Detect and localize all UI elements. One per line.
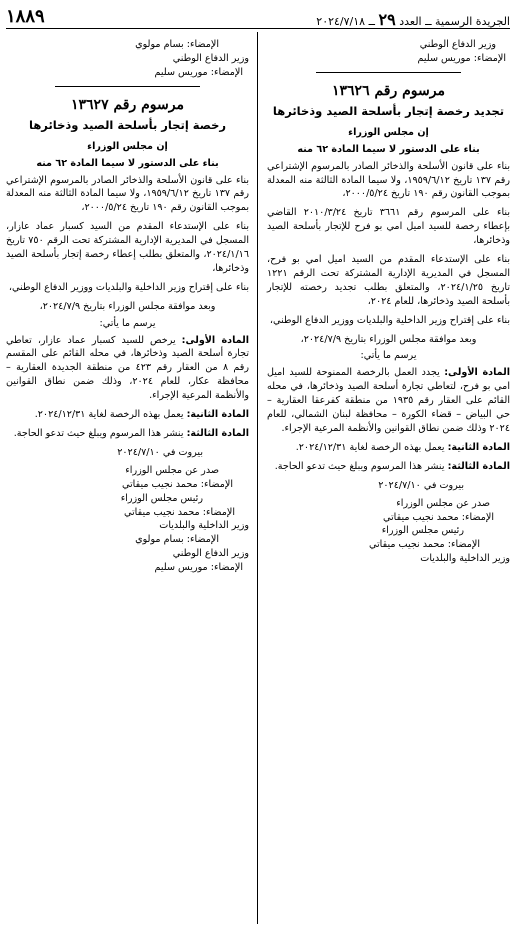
signature: الإمضاء: محمد نجيب ميقاتي [369, 539, 480, 551]
paragraph: بناء على الإستدعاء المقدم من السيد كسبار عماد عازار، المسجل في المديرية الإدارية المشتركة تحت الرقم ٧٥٠ تاريخ ٢٠٢٤/١/١٦، والمتعلق بطلب إعطاء رخصة إتجار بأسلحة الصيد وذخائرها، [6, 221, 250, 274]
right-column [267, 32, 510, 566]
signature: الإمضاء: موريس سليم [154, 66, 243, 78]
paragraph: بناء على المرسوم رقم ٣٦٦١ تاريخ ٢٠١٠/٣/٢٤ القاضي بإعطاء رخصة للسيد اميل امي بو فرح للإتجار بأسلحة الصيد وذخائرها، [267, 207, 510, 247]
decree-number: مرسوم رقم ١٣٦٢٧ [71, 96, 184, 113]
decree-basis: بناء على الدستور لا سيما المادة ٦٢ منه [297, 143, 480, 155]
article-2: المادة الثانية: يعمل بهذه الرخصة لغاية ٢٠٢٤/١٢/٣١. [295, 441, 510, 453]
signature-title: وزير الدفاع الوطني [419, 39, 496, 50]
decree-number: مرسوم رقم ١٣٦٢٦ [332, 82, 445, 99]
decrees-line: يرسم ما يأتي: [360, 350, 417, 362]
page-number: ١٨٨٩ [6, 6, 45, 27]
signature-title: وزير الداخلية والبلديات [159, 520, 249, 532]
paragraph: بناء على قانون الأسلحة والذخائر الصادر بالمرسوم الإشتراعي رقم ١٣٧ تاريخ ١٩٥٩/٦/١٢، ولا سيما المادة الثالثة منه المعدلة بموجب القانون رقم ١٩٠ تاريخ ٢٠٠٠/٥/٢٤، [267, 160, 510, 200]
paragraph: بناء على قانون الأسلحة والذخائر الصادر بالمرسوم الإشتراعي رقم ١٣٧ تاريخ ١٩٥٩/٦/١٢، ولا سيما المادة الثالثة منه المعدلة بموجب القانون رقم ١٩٠ تاريخ ٢٠٠٠/٥/٢٤، [6, 174, 249, 214]
approval-line: وبعد موافقة مجلس الوزراء بتاريخ ٢٠٢٤/٧/٩، [300, 333, 477, 345]
signature-title: رئيس مجلس الوزراء [381, 525, 464, 537]
section-rule [316, 72, 462, 73]
article-2: المادة الثانية: يعمل بهذه الرخصة لغاية ٢٠٢٤/١٢/٣١. [34, 409, 249, 421]
section-rule [55, 86, 201, 87]
signature: الإمضاء: بسام مولوي [135, 39, 219, 50]
approval-line: وبعد موافقة مجلس الوزراء بتاريخ ٢٠٢٤/٧/٩، [39, 300, 216, 312]
gazette-title: الجريدة الرسمية ــ العدد ٢٩ ــ ٢٠٢٤/٧/١٨ [316, 10, 510, 29]
article-1: المادة الأولى: يرخص للسيد كسبار عماد عازار، تعاطي تجارة أسلحة الصيد وذخائرها، في محله القائم على المقسم رقم ٨ من العقار رقم ٤٢٣ من منطقة الجديدة العقارية – محافظة عكار، للعام ٢٠٢٤، وذلك ضمن نطاق القوانين والأنظمة المرعية الإجراء. [6, 334, 249, 402]
signature: الإمضاء: بسام مولوي [135, 534, 219, 546]
issued-by: صدر عن مجلس الوزراء [396, 497, 490, 509]
signature-title: رئيس مجلس الوزراء [120, 492, 203, 504]
article-3: المادة الثالثة: ينشر هذا المرسوم ويبلغ حيث تدعو الحاجة. [274, 460, 510, 472]
signature: الإمضاء: موريس سليم [417, 52, 506, 64]
left-column [6, 32, 249, 575]
paragraph: بناء على إقتراح وزير الداخلية والبلديات ووزير الدفاع الوطني، [269, 314, 510, 326]
signature: الإمضاء: محمد نجيب ميقاتي [383, 511, 494, 523]
issue-date: ــ ٢٠٢٤/٧/١٨ [316, 15, 376, 28]
article-3: المادة الثالثة: ينشر هذا المرسوم ويبلغ حيث تدعو الحاجة. [13, 428, 249, 439]
paragraph: بناء على إقتراح وزير الداخلية والبلديات ووزير الدفاع الوطني، [8, 281, 249, 293]
decree-intro: إن مجلس الوزراء [87, 140, 168, 152]
decree-title: رخصة إتجار بأسلحة الصيد وذخائرها [29, 118, 226, 133]
decree-intro: إن مجلس الوزراء [348, 126, 429, 138]
decrees-line: يرسم ما يأتي: [99, 317, 156, 329]
article-1: المادة الأولى: يجدد العمل بالرخصة الممنوحة للسيد اميل امي بو فرح، لتعاطي تجارة أسلحة الصيد وذخائرها، في محله القائم على العقار رقم ١٩٣٥ من منطقة كفرعقا العقارية – حي البياض – قضاء الكورة – محافظة لبنان الشمالي، للعام ٢٠٢٤ وذلك ضمن نطاق القوانين والأنظمة المرعية الإجراء. [267, 367, 510, 434]
column-divider [257, 32, 258, 924]
page-header [6, 4, 510, 29]
signature: الإمضاء: محمد نجيب ميقاتي [122, 478, 233, 490]
decree-title: تجديد رخصة إتجار بأسلحة الصيد وذخائرها [272, 104, 505, 119]
decree-basis: بناء على الدستور لا سيما المادة ٦٢ منه [36, 157, 219, 169]
signature: الإمضاء: محمد نجيب ميقاتي [124, 506, 235, 518]
place-date: بيروت في ٢٠٢٤/٧/١٠ [117, 446, 203, 458]
issued-by: صدر عن مجلس الوزراء [125, 464, 219, 476]
signature-title: وزير الداخلية والبلديات [420, 553, 510, 565]
place-date: بيروت في ٢٠٢٤/٧/١٠ [378, 479, 464, 491]
signature-title: وزير الدفاع الوطني [172, 548, 249, 560]
issue-number: ٢٩ [378, 10, 396, 29]
signature-title: وزير الدفاع الوطني [172, 52, 249, 64]
paragraph: بناء على الإستدعاء المقدم من السيد اميل امي بو فرح، المسجل في المديرية الإدارية المشتركة تحت الرقم ١٢٢١ تاريخ ٢٠٢٤/١/٢٥، والمتعلق بطلب تجديد رخصته للإتجار بأسلحة الصيد وذخائرها، للعام ٢٠٢٤، [267, 254, 510, 307]
signature: الإمضاء: موريس سليم [154, 562, 243, 574]
